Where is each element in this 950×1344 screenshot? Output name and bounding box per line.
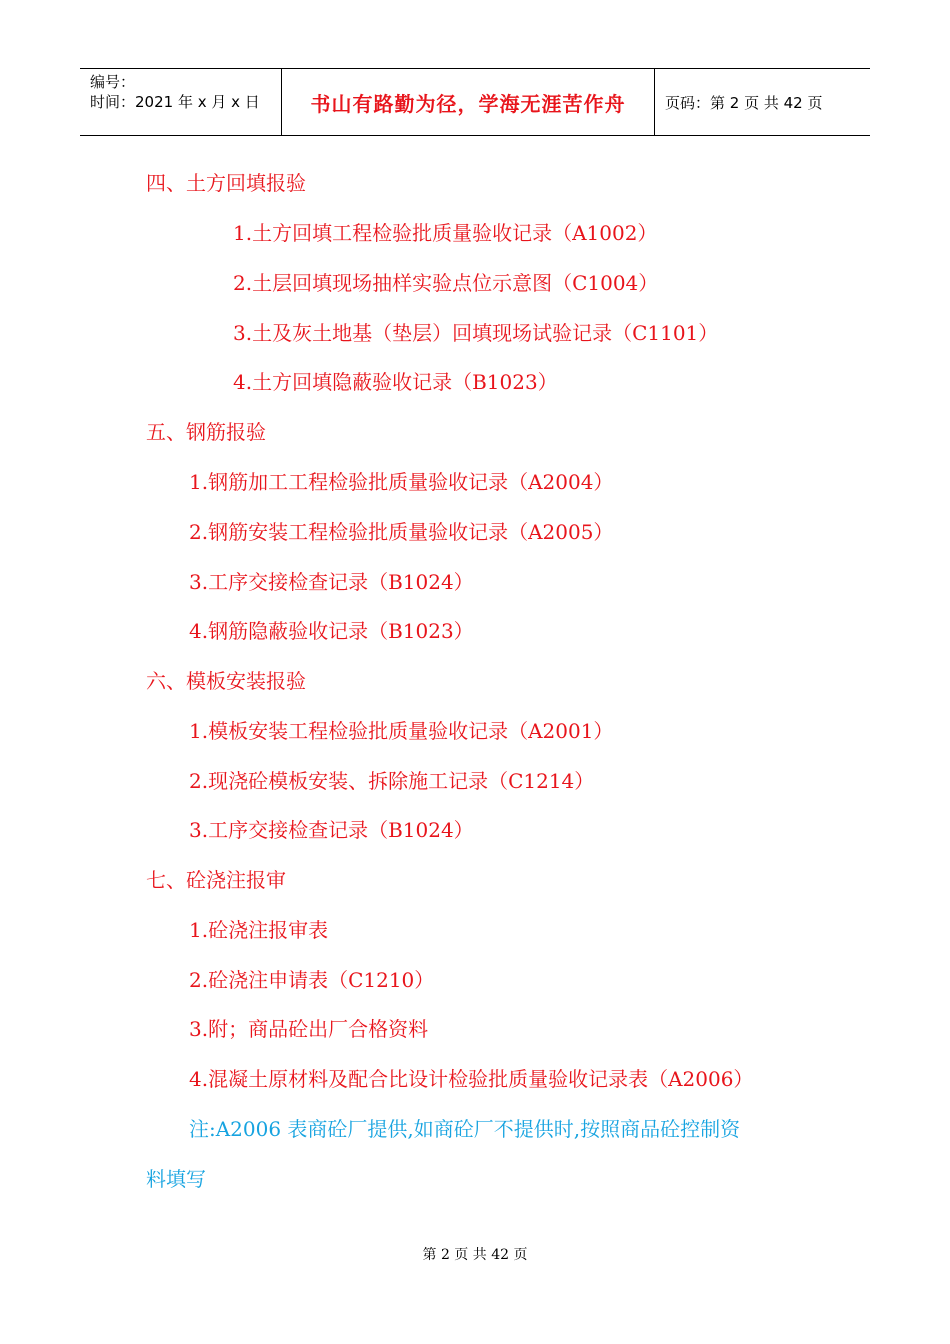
- section-heading: 四、土方回填报验: [146, 171, 306, 195]
- list-item: 2.砼浇注申请表（C1210）: [189, 968, 435, 992]
- list-item: 2.土层回填现场抽样实验点位示意图（C1004）: [233, 271, 659, 295]
- list-item: 3.土及灰土地基（垫层）回填现场试验记录（C1101）: [233, 321, 719, 345]
- page-footer: 第 2 页 共 42 页: [422, 1247, 528, 1263]
- page-header: [80, 68, 870, 136]
- note-line: 料填写: [146, 1167, 206, 1191]
- list-item: 2.现浇砼模板安装、拆除施工记录（C1214）: [189, 769, 595, 793]
- section-heading: 七、砼浇注报审: [146, 868, 286, 892]
- list-item: 2.钢筋安装工程检验批质量验收记录（A2005）: [189, 520, 614, 544]
- list-item: 4.土方回填隐蔽验收记录（B1023）: [233, 370, 558, 394]
- list-item: 4.混凝土原材料及配合比设计检验批质量验收记录表（A2006）: [189, 1067, 754, 1091]
- list-item: 3.工序交接检查记录（B1024）: [189, 818, 474, 842]
- header-meta: [80, 69, 282, 135]
- section-heading: 六、模板安装报验: [146, 669, 306, 693]
- list-item: 1.土方回填工程检验批质量验收记录（A1002）: [233, 221, 658, 245]
- list-item: 4.钢筋隐蔽验收记录（B1023）: [189, 619, 474, 643]
- document-date: 时间：2021 年 x 月 x 日: [90, 93, 260, 111]
- header-motto: 书山有路勤为径，学海无涯苦作舟: [310, 91, 626, 116]
- header-motto-cell: [282, 69, 655, 135]
- header-page-info: 页码：第 2 页 共 42 页: [665, 93, 823, 112]
- note-line: 注:A2006 表商砼厂提供,如商砼厂不提供时,按照商品砼控制资: [189, 1117, 741, 1141]
- section-heading: 五、钢筋报验: [146, 420, 266, 444]
- list-item: 1.钢筋加工工程检验批质量验收记录（A2004）: [189, 470, 614, 494]
- list-item: 3.工序交接检查记录（B1024）: [189, 570, 474, 594]
- list-item: 1.模板安装工程检验批质量验收记录（A2001）: [189, 719, 614, 743]
- list-item: 1.砼浇注报审表: [189, 918, 329, 942]
- document-number-label: 编号：: [90, 73, 136, 91]
- list-item: 3.附；商品砼出厂合格资料: [189, 1017, 429, 1041]
